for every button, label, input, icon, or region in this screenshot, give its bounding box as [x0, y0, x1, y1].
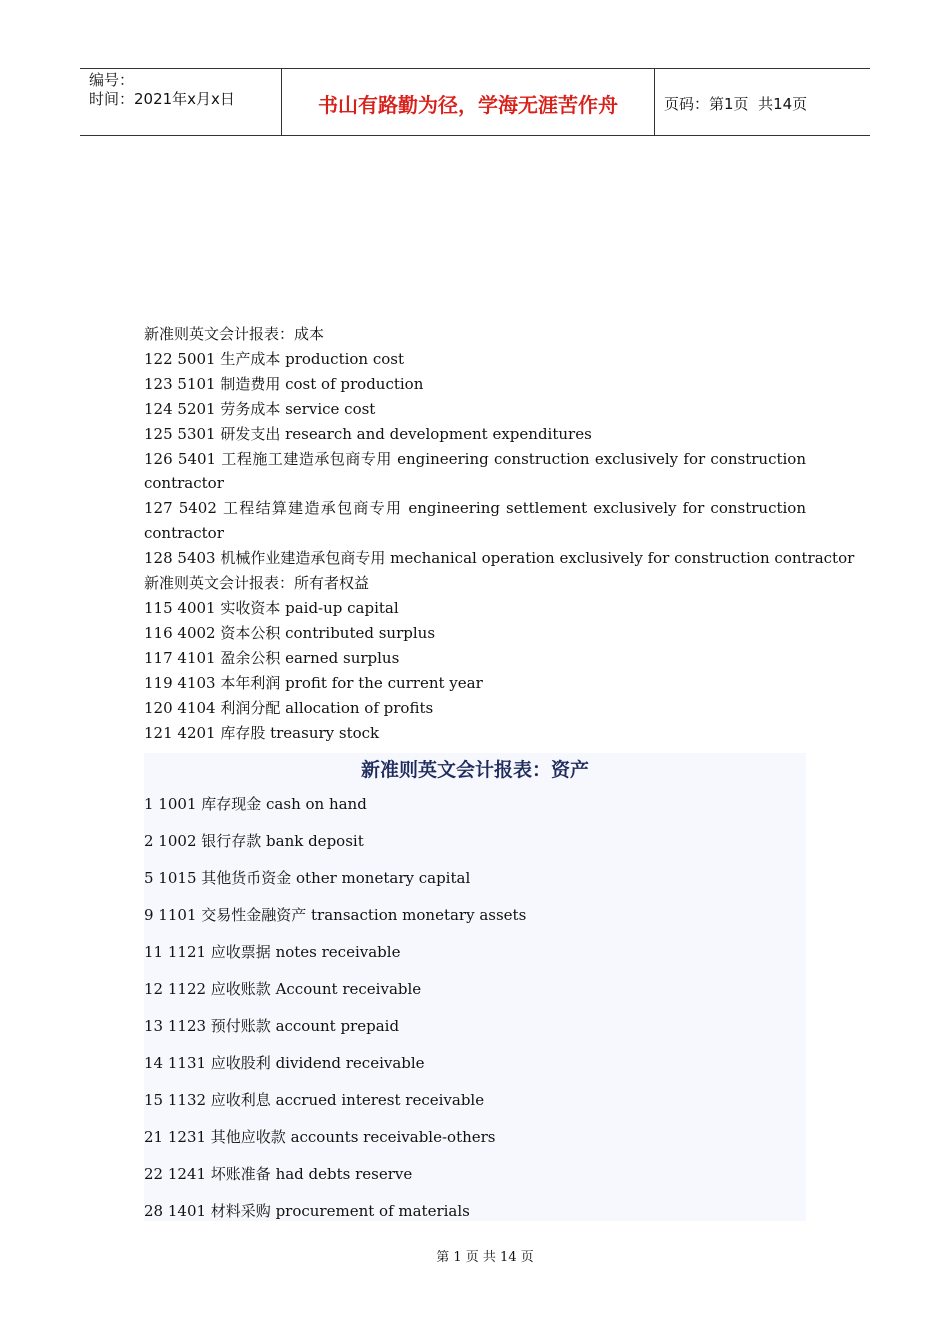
cost-line: 122 5001 生产成本 production cost	[144, 349, 405, 368]
asset-line: 14 1131 应收股利 dividend receivable	[144, 1054, 425, 1072]
assets-list	[144, 786, 526, 1230]
cost-line: 126 5401 工程施工建造承包商专用 engineering construction exclusively for construction contractor	[144, 449, 806, 493]
asset-line: 1 1001 库存现金 cash on hand	[144, 795, 367, 813]
asset-line: 11 1121 应收票据 notes receivable	[144, 943, 401, 961]
page-footer: 第 1 页 共 14 页	[436, 1250, 534, 1265]
asset-line: 5 1015 其他货币资金 other monetary capital	[144, 869, 471, 887]
header-page-info: 页码：第1页 共14页	[664, 94, 808, 113]
equity-line: 116 4002 资本公积 contributed surplus	[144, 623, 436, 642]
asset-line: 12 1122 应收账款 Account receivable	[144, 980, 422, 998]
asset-line: 13 1123 预付账款 account prepaid	[144, 1017, 400, 1035]
document-body	[144, 322, 855, 745]
cost-line: 128 5403 机械作业建造承包商专用 mechanical operation exclusively for construction contractor	[144, 549, 855, 568]
assets-section	[144, 753, 806, 1221]
asset-line: 2 1002 银行存款 bank deposit	[144, 832, 364, 850]
asset-line: 21 1231 其他应收款 accounts receivable-others	[144, 1128, 496, 1146]
cost-line: 124 5201 劳务成本 service cost	[144, 399, 376, 418]
header-meta	[80, 69, 281, 135]
asset-line: 15 1132 应收利息 accrued interest receivable	[144, 1091, 485, 1109]
document-header	[80, 68, 870, 136]
section-title-equity: 新准则英文会计报表：所有者权益	[144, 574, 370, 593]
asset-line: 22 1241 坏账准备 had debts reserve	[144, 1165, 413, 1183]
header-motto: 书山有路勤为径，学海无涯苦作舟	[281, 69, 655, 135]
equity-line: 120 4104 利润分配 allocation of profits	[144, 698, 434, 717]
serial-label: 编号：	[89, 71, 135, 89]
section-title-assets: 新准则英文会计报表：资产	[360, 759, 589, 781]
equity-line: 119 4103 本年利润 profit for the current year	[144, 673, 483, 692]
equity-line: 121 4201 库存股 treasury stock	[144, 723, 380, 742]
cost-line: 127 5402 工程结算建造承包商专用 engineering settlement exclusively for construction contractor	[144, 499, 806, 543]
cost-line: 123 5101 制造费用 cost of production	[144, 374, 424, 393]
asset-line: 9 1101 交易性金融资产 transaction monetary assets	[144, 906, 527, 924]
asset-line: 28 1401 材料采购 procurement of materials	[144, 1202, 470, 1220]
cost-line: 125 5301 研发支出 research and development expenditures	[144, 424, 592, 443]
equity-line: 115 4001 实收资本 paid-up capital	[144, 598, 399, 617]
time-label: 时间：2021年x月x日	[89, 90, 235, 108]
section-title-cost: 新准则英文会计报表：成本	[144, 325, 325, 343]
equity-line: 117 4101 盈余公积 earned surplus	[144, 648, 400, 667]
